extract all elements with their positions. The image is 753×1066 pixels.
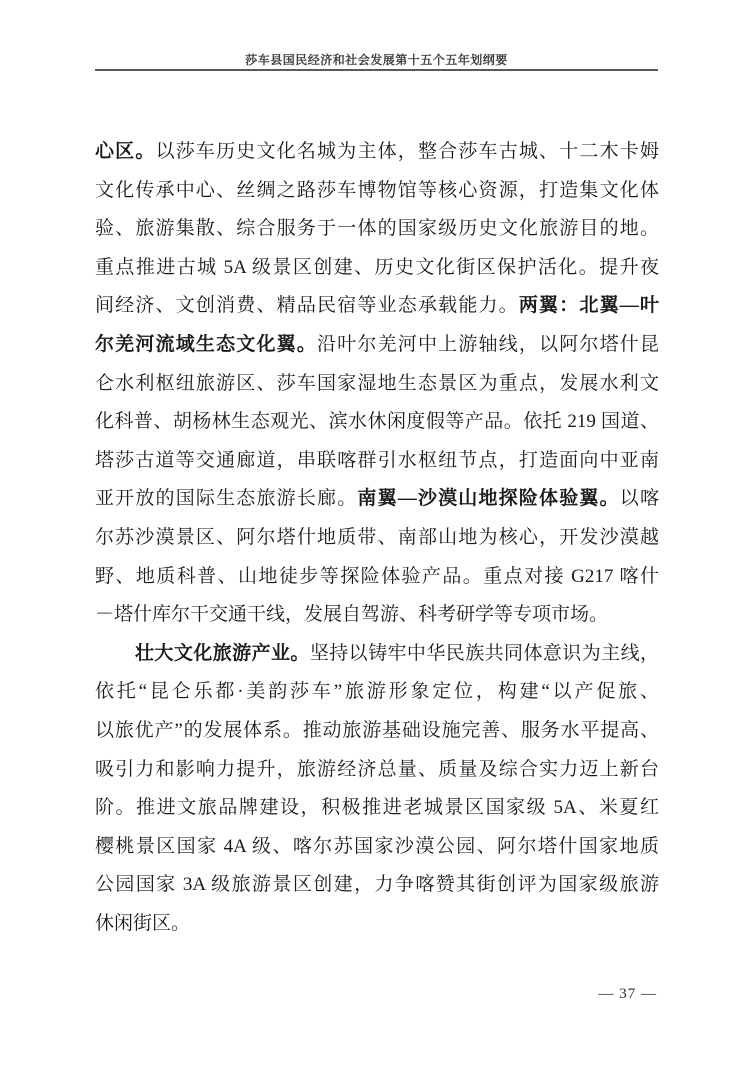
body-line <box>95 596 659 635</box>
text-run: 重点推进古城 5A 级景区创建、历史文化街区保护活化。提升夜 <box>95 256 659 278</box>
text-run: 吸引力和影响力提升，旅游经济总量、质量及综合实力迈上新台 <box>95 758 659 780</box>
bold-text-run: 两翼：北翼—叶 <box>518 295 659 317</box>
text-run: 休闲街区。 <box>95 912 191 934</box>
body-line <box>95 828 659 867</box>
body-line <box>95 789 659 828</box>
body-line <box>95 751 659 790</box>
paragraph <box>95 133 659 635</box>
body-line <box>95 480 659 519</box>
header-title: 莎车县国民经济和社会发展第十五个五年划纲要 <box>245 53 508 67</box>
body-line <box>95 558 659 597</box>
body-line <box>95 635 659 674</box>
body-line <box>95 403 659 442</box>
text-run: 以莎车历史文化名城为主体，整合莎车古城、十二木卡姆 <box>155 141 659 162</box>
bold-text-run: 尔羌河流域生态文化翼。 <box>95 333 318 355</box>
body-line <box>95 519 659 558</box>
text-run: 坚持以铸牢中华民族共同体意识为主线， <box>309 642 659 664</box>
body-line <box>95 249 659 288</box>
body-line <box>95 905 659 944</box>
body-line <box>95 172 659 211</box>
text-run: 验、旅游集散、综合服务于一体的国家级历史文化旅游目的地。 <box>95 218 659 240</box>
document-body <box>95 133 659 943</box>
text-run: 野、地质科普、山地徒步等探险体验产品。重点对接 G217 喀什 <box>95 565 659 587</box>
body-line <box>95 866 659 905</box>
bold-text-run: 壮大文化旅游产业。 <box>135 642 310 664</box>
body-line <box>95 673 659 712</box>
text-run: 亚开放的国际生态旅游长廊。 <box>95 488 358 510</box>
text-run: 文化传承中心、丝绸之路莎车博物馆等核心资源，打造集文化体 <box>95 179 659 201</box>
text-run: 公园国家 3A 级旅游景区创建，力争喀赞其街创评为国家级旅游 <box>95 874 659 896</box>
text-run: 仑水利枢纽旅游区、莎车国家湿地生态景区为重点，发展水利文 <box>95 372 659 394</box>
paragraph <box>95 635 659 944</box>
bold-text-run: 南翼—沙漠山地探险体验翼。 <box>357 488 620 510</box>
bold-text-run: 心区。 <box>95 141 156 162</box>
text-run: －塔什库尔干交通干线，发展自驾游、科考研学等专项市场。 <box>95 604 609 626</box>
text-run: 以旅优产”的发展体系。推动旅游基础设施完善、服务水平提高、 <box>95 719 659 741</box>
text-run: 沿叶尔羌河中上游轴线，以阿尔塔什昆 <box>317 333 659 355</box>
text-run: 间经济、文创消费、精品民宿等业态承载能力。 <box>95 295 519 317</box>
body-line <box>95 287 659 326</box>
text-run: 樱桃景区国家 4A 级、喀尔苏国家沙漠公园、阿尔塔什国家地质 <box>95 835 659 857</box>
text-run: 依托“昆仑乐都·美韵莎车”旅游形象定位，构建“以产促旅、 <box>95 681 659 703</box>
body-line <box>95 442 659 481</box>
text-run: 以喀 <box>619 488 659 510</box>
header-rule <box>95 69 658 71</box>
page-number: — 37 — <box>598 986 657 1002</box>
page-footer <box>599 986 658 1003</box>
text-run: 尔苏沙漠景区、阿尔塔什地质带、南部山地为核心，开发沙漠越 <box>95 526 659 548</box>
body-line <box>95 365 659 404</box>
body-line <box>95 210 659 249</box>
body-line <box>95 326 659 365</box>
text-run: 阶。推进文旅品牌建设，积极推进老城景区国家级 5A、米夏红 <box>95 797 659 819</box>
text-run: 塔莎古道等交通廊道，串联喀群引水枢纽节点，打造面向中亚南 <box>95 449 659 471</box>
body-line <box>95 133 659 172</box>
text-run: 化科普、胡杨林生态观光、滨水休闲度假等产品。依托 219 国道、 <box>95 411 659 433</box>
body-line <box>95 712 659 751</box>
